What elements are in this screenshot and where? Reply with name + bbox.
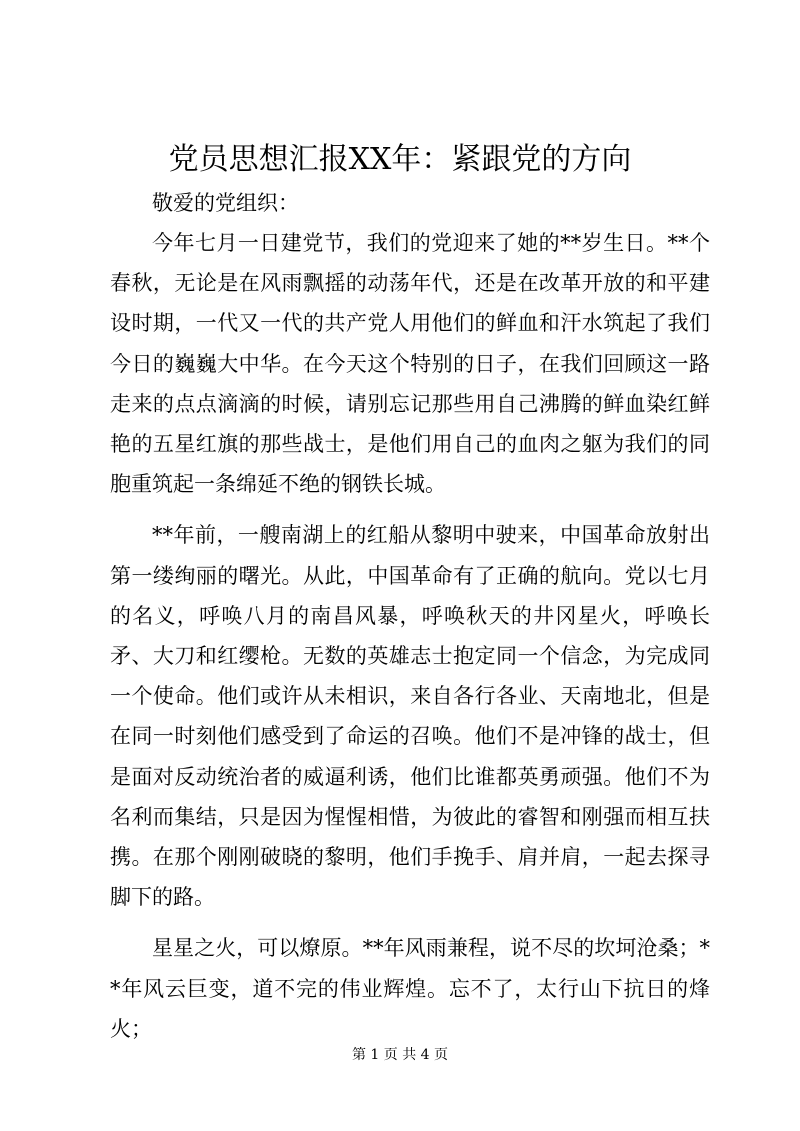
page-footer: 第 1 页 共 4 页	[351, 1047, 449, 1063]
document-body	[110, 183, 710, 1049]
document-title: 党员思想汇报XX年：紧跟党的方向	[168, 142, 632, 177]
salutation: 敬爱的党组织：	[152, 191, 299, 215]
paragraph-1: 今年七月一日建党节，我们的党迎来了她的**岁生日。**个春秋，无论是在风雨飘摇的动荡年代，还是在改革开放的和平建设时期，一代又一代的共产党人用他们的鲜血和汗水筑起了我们今日的巍巍大中华。在今天这个特别的日子，在我们回顾这一路走来的点点滴滴的时候，请别忘记那些用自己沸腾的鲜血染红鲜艳的五星红旗的那些战士，是他们用自己的血肉之躯为我们的同胞重筑起一条绵延不绝的钢铁长城。	[110, 231, 710, 497]
paragraph-3: 星星之火，可以燎原。**年风雨兼程，说不尽的坎坷沧桑；**年风云巨变，道不完的伟业辉煌。忘不了，太行山下抗日的烽火；	[110, 936, 710, 1041]
paragraph-2: **年前，一艘南湖上的红船从黎明中驶来，中国革命放射出第一缕绚丽的曙光。从此，中国革命有了正确的航向。党以七月的名义，呼唤八月的南昌风暴，呼唤秋天的井冈星火，呼唤长矛、大刀和红缨枪。无数的英雄志士抱定同一个信念，为完成同一个使命。他们或许从未相识，来自各行各业、天南地北，但是在同一时刻他们感受到了命运的召唤。他们不是冲锋的战士，但是面对反动统治者的威逼利诱，他们比谁都英勇顽强。他们不为名利而集结，只是因为惺惺相惜，为彼此的睿智和刚强而相互扶携。在那个刚刚破晓的黎明，他们手挽手、肩并肩，一起去探寻脚下的路。	[110, 523, 710, 910]
